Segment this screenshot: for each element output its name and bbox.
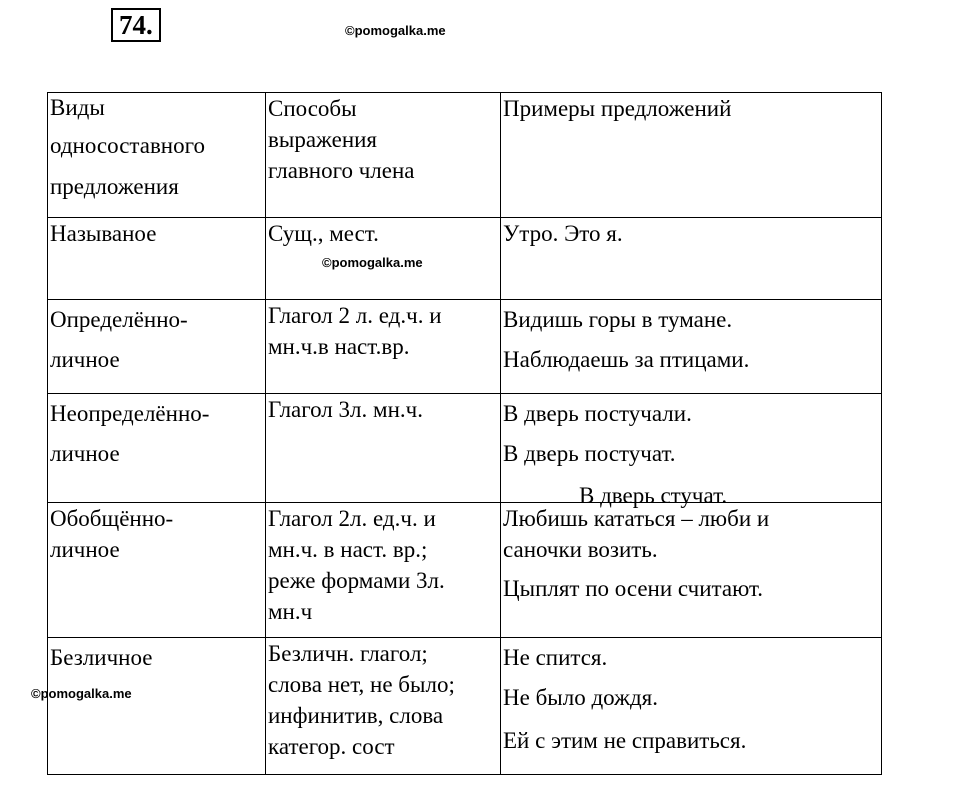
header-expression-line: выражения <box>268 127 378 152</box>
table-row <box>48 638 882 775</box>
expression-line: Глагол 2л. ед.ч. и <box>268 506 436 531</box>
expression-line: инфинитив, слова <box>268 703 444 728</box>
header-expression-line: главного члена <box>268 158 415 183</box>
expression-cell <box>266 503 501 638</box>
syntax-table <box>47 92 882 775</box>
examples-cell <box>501 638 882 775</box>
example-line: Наблюдаешь за птицами. <box>503 347 750 372</box>
type-line: личное <box>50 441 120 466</box>
expression-line: реже формами 3л. <box>268 568 445 593</box>
expression-line: мн.ч. в наст. вр.; <box>268 537 428 562</box>
expression-line: мн.ч <box>268 599 313 624</box>
header-type-line: односоставного <box>50 133 205 158</box>
watermark-middle: ©pomogalka.me <box>322 255 423 270</box>
table-row <box>48 503 882 638</box>
type-line: Определённо- <box>50 307 188 332</box>
examples-cell <box>501 503 882 638</box>
expression-cell <box>266 394 501 503</box>
examples-cell <box>501 394 882 508</box>
type-cell <box>48 218 266 300</box>
expression-line: категор. сост <box>268 734 395 759</box>
header-cell-type <box>48 93 266 218</box>
type-cell <box>48 503 266 638</box>
expression-line: мн.ч.в наст.вр. <box>268 334 410 359</box>
example-line: В дверь постучат. <box>503 441 676 466</box>
type-line: Неопределённо- <box>50 401 210 426</box>
type-line: личное <box>50 347 120 372</box>
expression-line: Сущ., мест. <box>268 221 379 246</box>
type-line: Обобщённо- <box>50 506 174 531</box>
type-line: личное <box>50 537 120 562</box>
watermark-top: ©pomogalka.me <box>345 23 446 38</box>
table-header-row <box>48 93 882 218</box>
type-cell <box>48 394 266 503</box>
header-type-line: Виды <box>50 95 105 120</box>
example-line: В дверь постучали. <box>503 401 692 426</box>
example-line: Утро. Это я. <box>503 221 623 246</box>
header-cell-expression <box>266 93 501 218</box>
table-row <box>48 218 882 300</box>
watermark-left: ©pomogalka.me <box>31 686 132 701</box>
example-line: Любишь кататься – люби и <box>503 506 770 531</box>
expression-line: слова нет, не было; <box>268 672 455 697</box>
expression-cell <box>266 300 501 394</box>
expression-line: Глагол 3л. мн.ч. <box>268 397 423 422</box>
header-cell-examples <box>501 93 882 218</box>
task-number: 74. <box>111 8 161 42</box>
examples-cell <box>501 218 882 300</box>
expression-cell <box>266 638 501 775</box>
example-line: саночки возить. <box>503 537 658 562</box>
header-type-line: предложения <box>50 174 179 199</box>
example-line-clipped: В дверь стучат. <box>579 483 728 508</box>
header-expression-line: Способы <box>268 96 357 121</box>
expression-line: Глагол 2 л. ед.ч. и <box>268 303 442 328</box>
type-cell <box>48 300 266 394</box>
type-line: Называное <box>50 221 157 246</box>
type-line: Безличное <box>50 645 153 670</box>
header-examples-line: Примеры предложений <box>503 96 732 121</box>
example-line: Ей с этим не справиться. <box>503 728 747 753</box>
examples-cell <box>501 300 882 394</box>
table-row <box>48 300 882 394</box>
type-cell <box>48 638 266 775</box>
table-row <box>48 394 882 503</box>
example-line: Не было дождя. <box>503 685 659 710</box>
example-line: Цыплят по осени считают. <box>503 576 764 601</box>
example-line: Видишь горы в тумане. <box>503 307 733 332</box>
example-line: Не спится. <box>503 645 608 670</box>
expression-line: Безличн. глагол; <box>268 641 428 666</box>
